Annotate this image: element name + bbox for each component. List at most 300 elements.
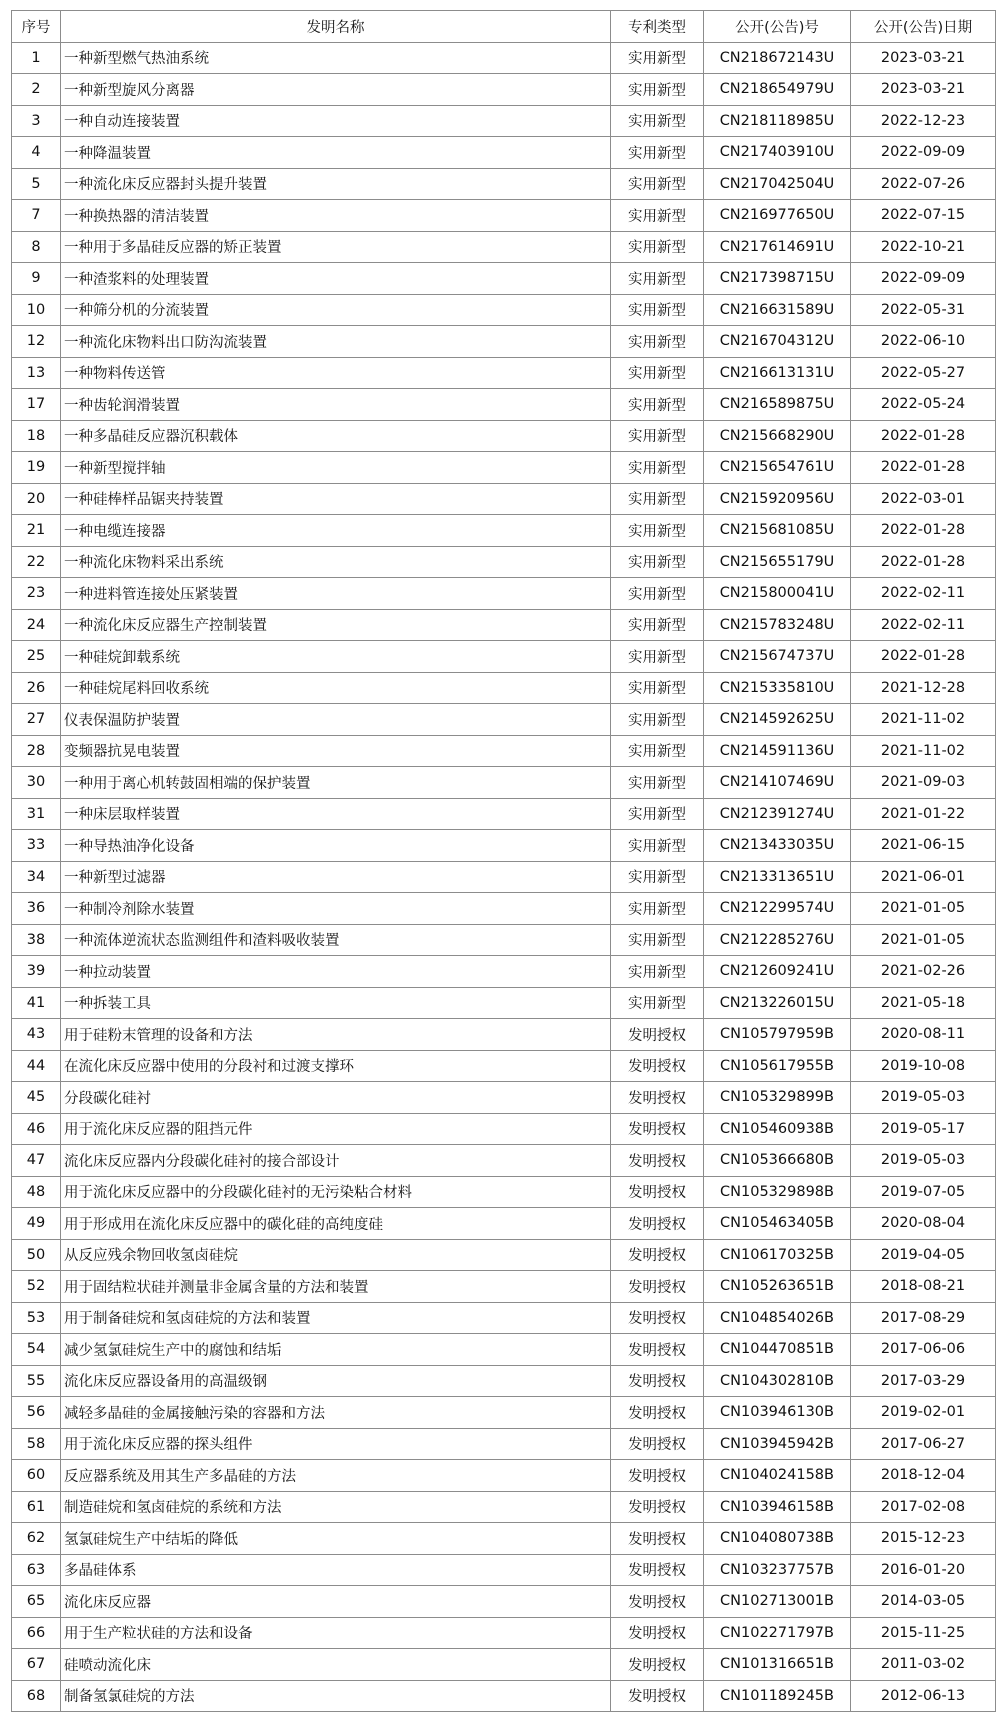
table-row [12,263,996,295]
cell-type: 实用新型 [611,609,704,641]
cell-pub-number: CN102271797B [704,1617,851,1649]
cell-pub-date: 2022-01-28 [851,641,996,673]
cell-pub-date: 2021-06-15 [851,830,996,862]
cell-name: 一种流化床反应器封头提升装置 [61,168,611,200]
cell-type: 发明授权 [611,1082,704,1114]
cell-no: 19 [12,452,61,484]
cell-pub-date: 2014-03-05 [851,1586,996,1618]
cell-no: 13 [12,357,61,389]
cell-name: 用于流化床反应器中的分段碳化硅衬的无污染粘合材料 [61,1176,611,1208]
cell-pub-number: CN216704312U [704,326,851,358]
cell-pub-date: 2015-12-23 [851,1523,996,1555]
cell-no: 56 [12,1397,61,1429]
table-row [12,231,996,263]
cell-pub-number: CN214107469U [704,767,851,799]
cell-pub-date: 2021-05-18 [851,987,996,1019]
cell-name: 从反应残余物回收氢卤硅烷 [61,1239,611,1271]
table-row [12,420,996,452]
cell-type: 发明授权 [611,1365,704,1397]
table-row [12,861,996,893]
cell-name: 用于流化床反应器的阻挡元件 [61,1113,611,1145]
cell-name: 氢氯硅烷生产中结垢的降低 [61,1523,611,1555]
cell-type: 实用新型 [611,357,704,389]
cell-pub-date: 2019-05-17 [851,1113,996,1145]
cell-type: 发明授权 [611,1680,704,1712]
table-row [12,1334,996,1366]
table-row [12,1617,996,1649]
cell-no: 27 [12,704,61,736]
cell-type: 实用新型 [611,956,704,988]
cell-pub-number: CN105329898B [704,1176,851,1208]
cell-type: 实用新型 [611,231,704,263]
header-pub-date: 公开(公告)日期 [851,11,996,43]
cell-pub-number: CN103945942B [704,1428,851,1460]
cell-type: 发明授权 [611,1491,704,1523]
table-row [12,987,996,1019]
cell-pub-number: CN215800041U [704,578,851,610]
cell-no: 31 [12,798,61,830]
cell-no: 3 [12,105,61,137]
cell-no: 52 [12,1271,61,1303]
cell-pub-number: CN104080738B [704,1523,851,1555]
cell-pub-number: CN216589875U [704,389,851,421]
cell-no: 5 [12,168,61,200]
cell-no: 62 [12,1523,61,1555]
cell-pub-number: CN104302810B [704,1365,851,1397]
patent-table-container [11,10,996,1712]
cell-pub-number: CN213226015U [704,987,851,1019]
cell-pub-number: CN212391274U [704,798,851,830]
table-row [12,672,996,704]
cell-name: 用于生产粒状硅的方法和设备 [61,1617,611,1649]
table-row [12,767,996,799]
cell-no: 33 [12,830,61,862]
cell-type: 实用新型 [611,893,704,925]
cell-name: 一种制冷剂除水装置 [61,893,611,925]
table-row [12,357,996,389]
cell-name: 减少氢氯硅烷生产中的腐蚀和结垢 [61,1334,611,1366]
cell-pub-date: 2020-08-11 [851,1019,996,1051]
cell-name: 制备氢氯硅烷的方法 [61,1680,611,1712]
cell-pub-date: 2019-10-08 [851,1050,996,1082]
cell-pub-date: 2022-01-28 [851,420,996,452]
table-row [12,956,996,988]
cell-pub-number: CN104024158B [704,1460,851,1492]
cell-pub-number: CN212285276U [704,924,851,956]
table-row [12,830,996,862]
cell-no: 9 [12,263,61,295]
cell-name: 一种拉动装置 [61,956,611,988]
cell-no: 17 [12,389,61,421]
cell-no: 28 [12,735,61,767]
cell-pub-date: 2023-03-21 [851,74,996,106]
cell-pub-date: 2022-05-27 [851,357,996,389]
cell-name: 一种拆装工具 [61,987,611,1019]
cell-no: 53 [12,1302,61,1334]
cell-no: 66 [12,1617,61,1649]
cell-name: 一种床层取样装置 [61,798,611,830]
cell-pub-number: CN106170325B [704,1239,851,1271]
cell-no: 1 [12,42,61,74]
cell-pub-number: CN217042504U [704,168,851,200]
table-row [12,1082,996,1114]
cell-type: 发明授权 [611,1271,704,1303]
table-row [12,389,996,421]
cell-name: 一种自动连接装置 [61,105,611,137]
cell-type: 发明授权 [611,1554,704,1586]
cell-pub-number: CN218654979U [704,74,851,106]
cell-no: 26 [12,672,61,704]
table-row [12,609,996,641]
table-row [12,326,996,358]
cell-no: 68 [12,1680,61,1712]
cell-no: 34 [12,861,61,893]
cell-no: 24 [12,609,61,641]
cell-type: 实用新型 [611,672,704,704]
cell-name: 一种流化床反应器生产控制装置 [61,609,611,641]
cell-no: 22 [12,546,61,578]
table-row [12,105,996,137]
cell-pub-number: CN105460938B [704,1113,851,1145]
cell-pub-date: 2017-06-06 [851,1334,996,1366]
cell-pub-date: 2016-01-20 [851,1554,996,1586]
header-no: 序号 [12,11,61,43]
cell-no: 7 [12,200,61,232]
cell-pub-date: 2012-06-13 [851,1680,996,1712]
table-row [12,1554,996,1586]
cell-pub-number: CN103237757B [704,1554,851,1586]
table-row [12,1113,996,1145]
cell-pub-date: 2022-02-11 [851,578,996,610]
cell-type: 发明授权 [611,1145,704,1177]
cell-name: 在流化床反应器中使用的分段衬和过渡支撑环 [61,1050,611,1082]
cell-pub-number: CN105263651B [704,1271,851,1303]
cell-no: 50 [12,1239,61,1271]
cell-type: 实用新型 [611,168,704,200]
cell-pub-date: 2023-03-21 [851,42,996,74]
table-row [12,924,996,956]
cell-type: 实用新型 [611,861,704,893]
cell-pub-date: 2022-12-23 [851,105,996,137]
cell-pub-date: 2021-06-01 [851,861,996,893]
cell-type: 实用新型 [611,137,704,169]
cell-type: 实用新型 [611,704,704,736]
cell-name: 一种电缆连接器 [61,515,611,547]
cell-name: 一种降温装置 [61,137,611,169]
cell-pub-date: 2022-02-11 [851,609,996,641]
cell-name: 一种物料传送管 [61,357,611,389]
cell-type: 实用新型 [611,578,704,610]
cell-pub-number: CN101316651B [704,1649,851,1681]
cell-type: 实用新型 [611,105,704,137]
cell-name: 制造硅烷和氢卤硅烷的系统和方法 [61,1491,611,1523]
cell-pub-date: 2019-04-05 [851,1239,996,1271]
header-row [12,11,996,43]
cell-pub-number: CN105366680B [704,1145,851,1177]
cell-name: 一种多晶硅反应器沉积载体 [61,420,611,452]
cell-name: 流化床反应器设备用的高温级钢 [61,1365,611,1397]
cell-type: 实用新型 [611,924,704,956]
cell-name: 一种齿轮润滑装置 [61,389,611,421]
cell-pub-date: 2022-01-28 [851,515,996,547]
cell-type: 实用新型 [611,452,704,484]
table-row [12,798,996,830]
cell-pub-date: 2022-01-28 [851,546,996,578]
table-body [12,42,996,1712]
table-row [12,200,996,232]
cell-pub-date: 2021-12-28 [851,672,996,704]
cell-type: 发明授权 [611,1523,704,1555]
cell-name: 用于固结粒状硅并测量非金属含量的方法和装置 [61,1271,611,1303]
cell-type: 发明授权 [611,1586,704,1618]
cell-no: 21 [12,515,61,547]
cell-type: 实用新型 [611,420,704,452]
cell-pub-number: CN105797959B [704,1019,851,1051]
cell-name: 用于形成用在流化床反应器中的碳化硅的高纯度硅 [61,1208,611,1240]
cell-no: 58 [12,1428,61,1460]
cell-type: 发明授权 [611,1649,704,1681]
table-row [12,546,996,578]
cell-name: 一种硅烷卸载系统 [61,641,611,673]
cell-type: 发明授权 [611,1460,704,1492]
cell-pub-date: 2022-07-26 [851,168,996,200]
cell-name: 流化床反应器内分段碳化硅衬的接合部设计 [61,1145,611,1177]
cell-no: 45 [12,1082,61,1114]
cell-type: 实用新型 [611,641,704,673]
cell-pub-number: CN218118985U [704,105,851,137]
cell-name: 变频器抗晃电装置 [61,735,611,767]
cell-type: 实用新型 [611,546,704,578]
cell-type: 发明授权 [611,1302,704,1334]
cell-pub-date: 2021-01-05 [851,924,996,956]
cell-name: 一种流化床物料采出系统 [61,546,611,578]
table-row [12,137,996,169]
cell-no: 20 [12,483,61,515]
cell-pub-number: CN103946130B [704,1397,851,1429]
cell-pub-number: CN214592625U [704,704,851,736]
cell-no: 61 [12,1491,61,1523]
cell-pub-number: CN217398715U [704,263,851,295]
cell-pub-number: CN101189245B [704,1680,851,1712]
cell-pub-number: CN105329899B [704,1082,851,1114]
cell-name: 反应器系统及用其生产多晶硅的方法 [61,1460,611,1492]
cell-name: 一种流体逆流状态监测组件和渣料吸收装置 [61,924,611,956]
header-pub-number: 公开(公告)号 [704,11,851,43]
cell-type: 实用新型 [611,735,704,767]
cell-type: 实用新型 [611,515,704,547]
cell-type: 发明授权 [611,1208,704,1240]
cell-pub-date: 2022-09-09 [851,137,996,169]
cell-no: 36 [12,893,61,925]
cell-pub-number: CN215654761U [704,452,851,484]
cell-pub-date: 2022-09-09 [851,263,996,295]
cell-pub-number: CN213313651U [704,861,851,893]
cell-type: 实用新型 [611,200,704,232]
cell-no: 63 [12,1554,61,1586]
cell-pub-date: 2022-07-15 [851,200,996,232]
cell-pub-date: 2022-01-28 [851,452,996,484]
cell-pub-number: CN213433035U [704,830,851,862]
header-name: 发明名称 [61,11,611,43]
table-row [12,1460,996,1492]
table-row [12,294,996,326]
cell-name: 一种用于离心机转鼓固相端的保护装置 [61,767,611,799]
cell-type: 实用新型 [611,42,704,74]
cell-pub-date: 2018-08-21 [851,1271,996,1303]
cell-pub-date: 2022-06-10 [851,326,996,358]
cell-no: 46 [12,1113,61,1145]
cell-name: 一种进料管连接处压紧装置 [61,578,611,610]
cell-pub-number: CN212609241U [704,956,851,988]
cell-name: 一种流化床物料出口防沟流装置 [61,326,611,358]
table-row [12,1428,996,1460]
cell-pub-number: CN215668290U [704,420,851,452]
cell-no: 30 [12,767,61,799]
table-row [12,452,996,484]
cell-name: 多晶硅体系 [61,1554,611,1586]
cell-pub-date: 2021-09-03 [851,767,996,799]
table-row [12,641,996,673]
cell-name: 硅喷动流化床 [61,1649,611,1681]
table-row [12,483,996,515]
cell-no: 60 [12,1460,61,1492]
table-row [12,1050,996,1082]
cell-type: 实用新型 [611,830,704,862]
table-row [12,168,996,200]
cell-name: 分段碳化硅衬 [61,1082,611,1114]
cell-pub-date: 2022-05-31 [851,294,996,326]
table-row [12,1176,996,1208]
cell-type: 发明授权 [611,1019,704,1051]
cell-name: 一种用于多晶硅反应器的矫正装置 [61,231,611,263]
cell-pub-number: CN103946158B [704,1491,851,1523]
cell-no: 4 [12,137,61,169]
cell-type: 发明授权 [611,1239,704,1271]
cell-name: 一种渣浆料的处理装置 [61,263,611,295]
cell-pub-number: CN216631589U [704,294,851,326]
cell-no: 8 [12,231,61,263]
table-row [12,1649,996,1681]
cell-type: 实用新型 [611,294,704,326]
cell-type: 实用新型 [611,798,704,830]
table-row [12,704,996,736]
cell-name: 一种筛分机的分流装置 [61,294,611,326]
table-row [12,735,996,767]
table-row [12,1365,996,1397]
cell-pub-date: 2022-03-01 [851,483,996,515]
cell-name: 一种新型过滤器 [61,861,611,893]
cell-pub-date: 2017-06-27 [851,1428,996,1460]
cell-pub-number: CN216977650U [704,200,851,232]
cell-pub-number: CN215681085U [704,515,851,547]
cell-no: 44 [12,1050,61,1082]
cell-name: 一种硅棒样品锯夹持装置 [61,483,611,515]
cell-no: 67 [12,1649,61,1681]
cell-no: 25 [12,641,61,673]
table-row [12,1239,996,1271]
cell-no: 2 [12,74,61,106]
cell-pub-number: CN104854026B [704,1302,851,1334]
cell-pub-date: 2022-10-21 [851,231,996,263]
cell-name: 用于制备硅烷和氢卤硅烷的方法和装置 [61,1302,611,1334]
cell-pub-number: CN215655179U [704,546,851,578]
cell-name: 仪表保温防护装置 [61,704,611,736]
cell-pub-date: 2021-11-02 [851,704,996,736]
table-row [12,1491,996,1523]
cell-no: 48 [12,1176,61,1208]
cell-pub-date: 2018-12-04 [851,1460,996,1492]
cell-name: 一种新型搅拌轴 [61,452,611,484]
cell-pub-date: 2019-07-05 [851,1176,996,1208]
cell-no: 39 [12,956,61,988]
cell-name: 一种硅烷尾料回收系统 [61,672,611,704]
cell-pub-date: 2021-02-26 [851,956,996,988]
cell-pub-number: CN216613131U [704,357,851,389]
cell-pub-number: CN215920956U [704,483,851,515]
cell-pub-number: CN215335810U [704,672,851,704]
table-row [12,1302,996,1334]
cell-name: 一种导热油净化设备 [61,830,611,862]
cell-type: 发明授权 [611,1334,704,1366]
cell-name: 一种新型燃气热油系统 [61,42,611,74]
table-row [12,578,996,610]
cell-name: 一种新型旋风分离器 [61,74,611,106]
cell-pub-date: 2022-05-24 [851,389,996,421]
cell-name: 用于硅粉末管理的设备和方法 [61,1019,611,1051]
cell-no: 41 [12,987,61,1019]
cell-pub-number: CN214591136U [704,735,851,767]
cell-pub-date: 2017-08-29 [851,1302,996,1334]
cell-type: 发明授权 [611,1617,704,1649]
cell-pub-date: 2020-08-04 [851,1208,996,1240]
cell-pub-number: CN217403910U [704,137,851,169]
cell-pub-date: 2017-03-29 [851,1365,996,1397]
cell-type: 发明授权 [611,1113,704,1145]
table-row [12,42,996,74]
cell-no: 18 [12,420,61,452]
cell-type: 实用新型 [611,263,704,295]
table-row [12,1271,996,1303]
cell-no: 65 [12,1586,61,1618]
cell-type: 实用新型 [611,326,704,358]
cell-pub-date: 2019-05-03 [851,1082,996,1114]
table-row [12,74,996,106]
cell-pub-date: 2019-05-03 [851,1145,996,1177]
cell-pub-date: 2015-11-25 [851,1617,996,1649]
cell-pub-number: CN104470851B [704,1334,851,1366]
table-row [12,515,996,547]
cell-type: 实用新型 [611,483,704,515]
cell-no: 10 [12,294,61,326]
cell-no: 23 [12,578,61,610]
cell-name: 流化床反应器 [61,1586,611,1618]
cell-no: 12 [12,326,61,358]
cell-no: 55 [12,1365,61,1397]
cell-type: 发明授权 [611,1397,704,1429]
table-row [12,1397,996,1429]
cell-pub-number: CN215783248U [704,609,851,641]
cell-type: 发明授权 [611,1428,704,1460]
table-row [12,1208,996,1240]
cell-name: 一种换热器的清洁装置 [61,200,611,232]
cell-type: 实用新型 [611,987,704,1019]
table-row [12,1019,996,1051]
cell-name: 减轻多晶硅的金属接触污染的容器和方法 [61,1397,611,1429]
cell-pub-date: 2021-11-02 [851,735,996,767]
cell-type: 发明授权 [611,1176,704,1208]
cell-no: 47 [12,1145,61,1177]
cell-pub-number: CN212299574U [704,893,851,925]
